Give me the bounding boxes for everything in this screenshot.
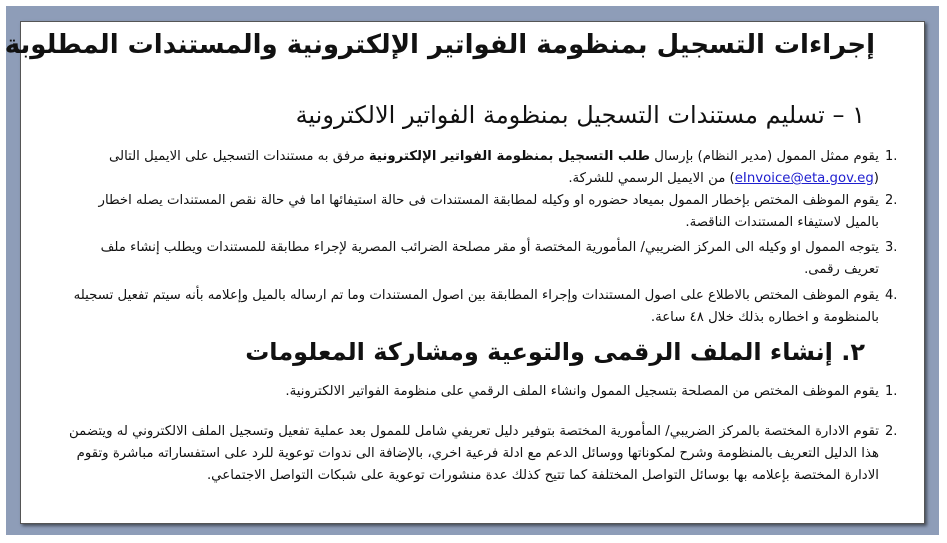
email-link[interactable]: eInvoice@eta.gov.eg: [734, 171, 874, 186]
document-title: إجراءات التسجيل بمنظومة الفواتير الإلكترونية والمستندات المطلوبة: [4, 30, 875, 60]
item-number: 2.: [885, 424, 898, 439]
section-2-item-2: [69, 421, 898, 487]
item-number: 3.: [885, 240, 898, 255]
item-number: 4.: [885, 288, 898, 303]
item-text: ) من الايميل الرسمي للشركة.: [568, 171, 735, 186]
item-bold-text: طلب التسجيل بمنظومة الفواتير الإلكترونية: [368, 149, 651, 164]
section-1-heading: ١ – تسليم مستندات التسجيل بمنظومة الفواتير الالكترونية: [295, 101, 865, 129]
item-number: 2.: [885, 193, 898, 208]
item-text: يقوم الموظف المختص بالاطلاع على اصول المستندات وإجراء المطابقة بين اصول المستندات وما تم ارساله بالميل وإعلامه بأنه سيتم تفعيل تسجيله بالمنظومة و اخطاره بذلك خلال ٤٨ ساعة.: [73, 288, 879, 325]
section-2-heading: ٢. إنشاء الملف الرقمى والتوعية ومشاركة المعلومات: [245, 338, 865, 366]
item-text: يقوم الموظف المختص بإخطار الممول بميعاد حضوره او وكيله لمطابقة المستندات فى حالة استيفائها اما في حالة نقص المستندات يصله اخطار بالميل لاستيفاء المستندات الناقصة.: [98, 193, 879, 230]
item-text: يقوم الموظف المختص من المصلحة بتسجيل الممول وانشاء الملف الرقمي على منظومة الفواتير الالكترونية.: [285, 384, 879, 399]
section-1-item-4: [69, 285, 898, 329]
section-1-item-3: [69, 237, 898, 281]
section-2-item-1: [69, 381, 898, 403]
section-1-item-1: [69, 146, 898, 190]
item-text: مرفق به مستندات التسجيل على الايميل التالى (: [108, 149, 879, 186]
item-text: يتوجه الممول او وكيله الى المركز الضريبي/ المأمورية المختصة أو مقر مصلحة الضرائب المصرية لإجراء مطابقة للمستندات ويطلب إنشاء ملف تعريف رقمى.: [100, 240, 879, 277]
item-text: تقوم الادارة المختصة بالمركز الضريبي/ المأمورية المختصة بتوفير دليل تعريفي شامل للممول بعد عملية تفعيل وتسجيل الملف الالكتروني له ويتضمن هذا الدليل التعريف بالمنظومة وشرح لمكوناتها ووسائل الدعم مع ادلة فرعية اخري، بالإضافة الى ندوات توعوية للرد على استفساراته مباشرة وتقوم الادارة المختصة بإعلامه بها بوسائل التواصل المختلفة كما تتيح كذلك عدة منشورات توعوية على شبكات التواصل الاجتماعي.: [69, 424, 879, 483]
item-text: يقوم ممثل الممول (مدير النظام) بإرسال: [650, 149, 879, 164]
item-number: 1.: [885, 149, 898, 164]
section-1-item-2: [69, 190, 898, 234]
item-number: 1.: [885, 384, 898, 399]
